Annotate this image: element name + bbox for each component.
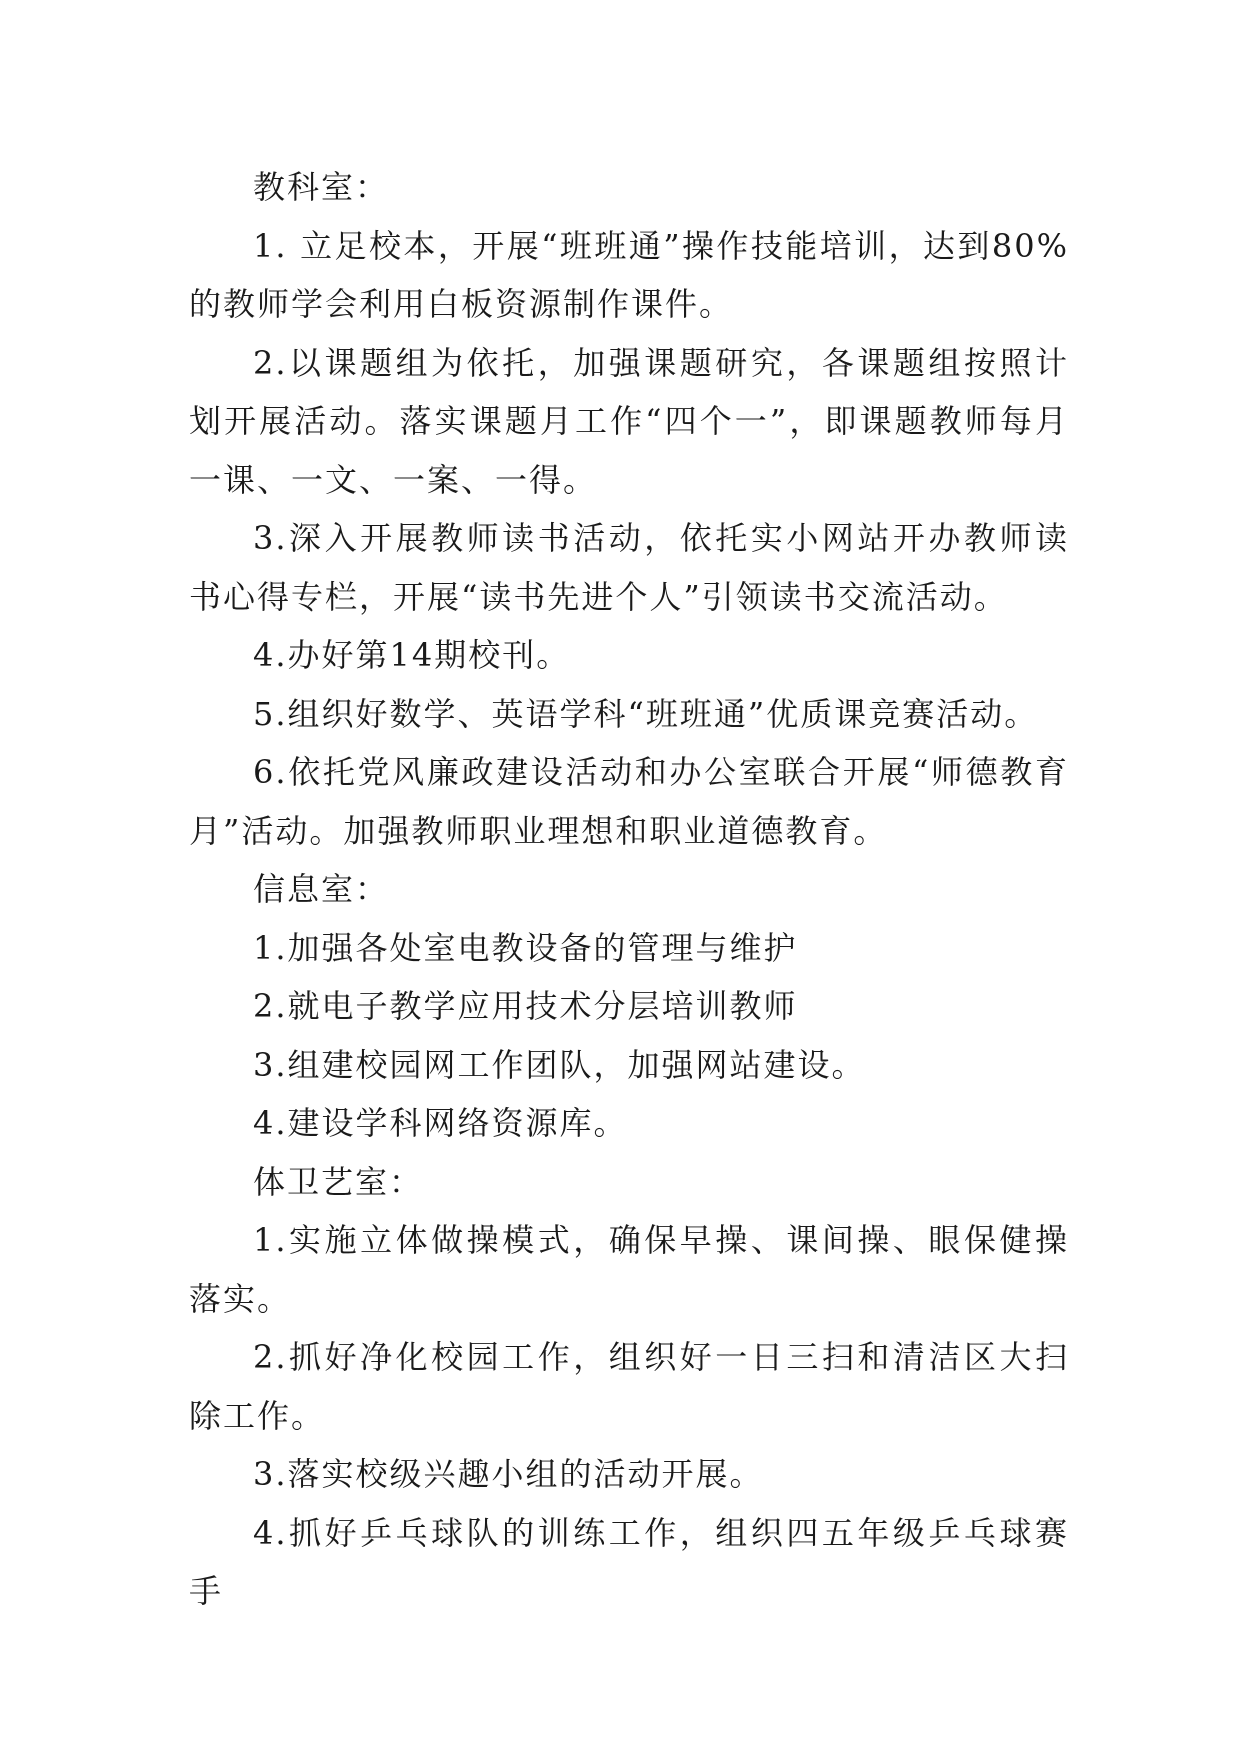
section-heading-tiweiyishi: 体卫艺室： [253,1162,424,1201]
list-item: 1. 立足校本，开展“班班通”操作技能培训，达到80%的教师学会利用白板资源制作课件。 [189,226,1069,323]
list-item: 4.建设学科网络资源库。 [253,1104,628,1142]
list-item: 2.抓好净化校园工作，组织好一日三扫和清洁区大扫除工作。 [189,1338,1069,1435]
list-item: 1.实施立体做操模式，确保早操、课间操、眼保健操落实。 [189,1221,1069,1318]
list-item: 2.以课题组为依托，加强课题研究，各课题组按照计划开展活动。落实课题月工作“四个一”，即课题教师每月一课、一文、一案、一得。 [189,343,1069,499]
list-item: 2.就电子教学应用技术分层培训教师 [253,987,798,1025]
list-item: 4.办好第14期校刊。 [253,636,571,674]
section-heading-xinxishi: 信息室： [253,870,390,908]
section-heading-jiaokeshi: 教科室： [253,168,390,206]
list-item: 3.组建校园网工作团队，加强网站建设。 [253,1045,866,1084]
list-item: 3.深入开展教师读书活动，依托实小网站开办教师读书心得专栏，开展“读书先进个人”引领读书交流活动。 [189,519,1069,616]
list-item: 1.加强各处室电教设备的管理与维护 [253,928,798,967]
document-body [189,158,1069,1621]
list-item: 4.抓好乒乓球队的训练工作，组织四五年级乒乓球赛手 [189,1513,1069,1610]
list-item: 6.依托党风廉政建设活动和办公室联合开展“师德教育月”活动。加强教师职业理想和职业道德教育。 [189,753,1069,850]
list-item: 3.落实校级兴趣小组的活动开展。 [253,1455,764,1493]
list-item: 5.组织好数学、英语学科“班班通”优质课竞赛活动。 [253,694,1039,733]
